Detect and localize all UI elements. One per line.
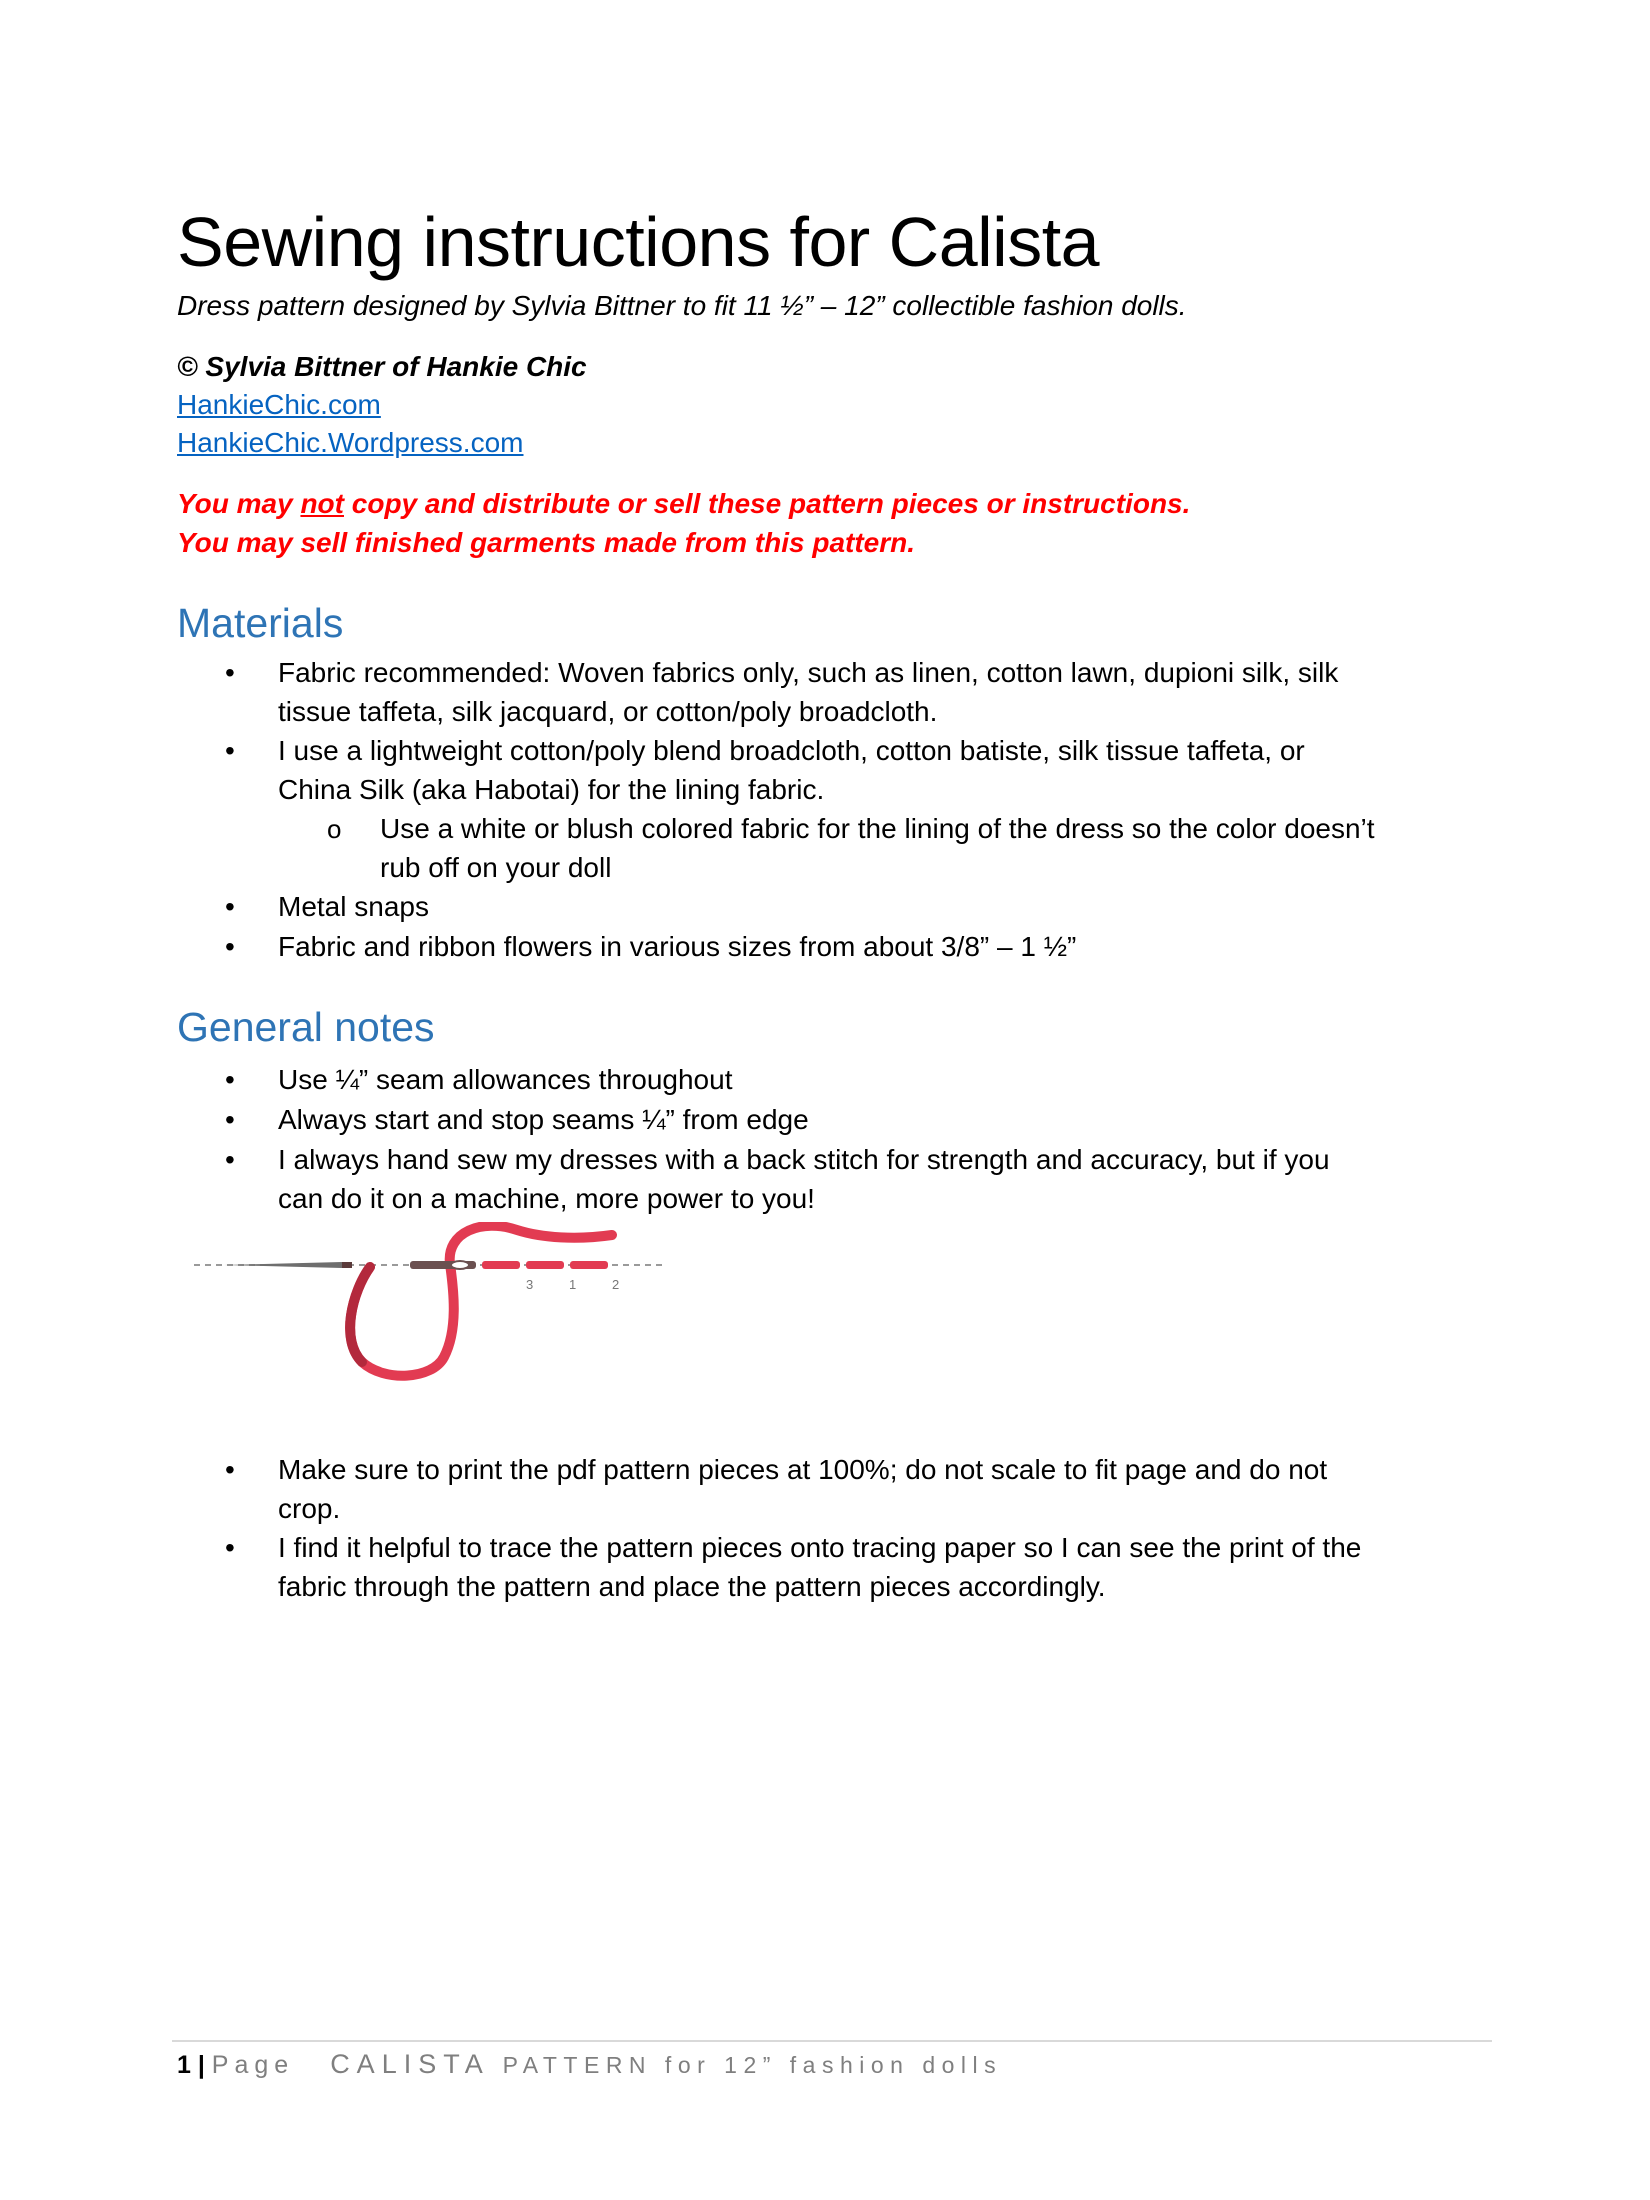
item-line: I find it helpful to trace the pattern pieces onto tracing paper so I can see the print of the xyxy=(278,1532,1362,1563)
notes-item-tracing-paper xyxy=(278,1529,1498,1606)
notes-item-start-stop: Always start and stop seams ¼” from edge xyxy=(278,1104,809,1135)
link-hankiechic[interactable]: HankieChic.com xyxy=(177,389,381,420)
stitch-2 xyxy=(570,1261,608,1269)
bullet-icon: • xyxy=(225,1532,235,1563)
item-line: Use a white or blush colored fabric for the lining of the dress so the color doesn’t xyxy=(380,813,1375,844)
warning-post: copy and distribute or sell these pattern pieces or instructions. xyxy=(343,488,1191,519)
item-line: I use a lightweight cotton/poly blend broadcloth, cotton batiste, silk tissue taffeta, or xyxy=(278,735,1305,766)
page-word: Page xyxy=(211,2051,295,2079)
item-line: Fabric recommended: Woven fabrics only, such as linen, cotton lawn, dupioni silk, silk xyxy=(278,657,1339,688)
copyright-line: © Sylvia Bittner of Hankie Chic xyxy=(177,351,587,382)
item-line: can do it on a machine, more power to you! xyxy=(278,1182,815,1214)
bullet-icon: • xyxy=(225,1104,235,1135)
footer-divider xyxy=(172,2040,1492,2042)
item-line: China Silk (aka Habotai) for the lining fabric. xyxy=(278,773,825,805)
stitch-1 xyxy=(526,1261,564,1269)
stitch-label-3: 3 xyxy=(526,1277,534,1292)
footer-separator: | xyxy=(190,2051,212,2079)
thread-loop xyxy=(350,1226,612,1376)
item-line: Make sure to print the pdf pattern pieces at 100%; do not scale to fit page and do not xyxy=(278,1454,1328,1485)
warning-emphasis: not xyxy=(300,488,344,519)
warning-pre: You may xyxy=(177,488,301,519)
item-line: I always hand sew my dresses with a back stitch for strength and accuracy, but if you xyxy=(278,1144,1330,1175)
footer-pattern-desc: PATTERN for 12” fashion dolls xyxy=(489,2052,1003,2078)
sub-bullet-icon: o xyxy=(327,814,342,844)
needle-eye xyxy=(451,1261,469,1269)
notes-item-print-scale xyxy=(278,1451,1498,1528)
materials-item-lining xyxy=(278,732,1498,809)
item-line: tissue taffeta, silk jacquard, or cotton/poly broadcloth. xyxy=(278,695,938,727)
warning-line-1 xyxy=(177,487,1190,521)
warning-line-2: You may sell finished garments made from this pattern. xyxy=(177,527,916,558)
stitch-3 xyxy=(482,1261,520,1269)
bullet-icon: • xyxy=(225,891,235,922)
bullet-icon: • xyxy=(225,1064,235,1095)
subtitle: Dress pattern designed by Sylvia Bittner to fit 11 ½” – 12” collectible fashion dolls. xyxy=(177,290,1187,321)
materials-heading: Materials xyxy=(177,600,344,646)
bullet-icon: • xyxy=(225,657,235,688)
notes-item-hand-sew xyxy=(278,1141,1498,1218)
bullet-icon: • xyxy=(225,1454,235,1485)
stitch-label-1: 1 xyxy=(569,1277,577,1292)
materials-subitem-lining-color xyxy=(380,810,1498,887)
bullet-icon: • xyxy=(225,735,235,766)
notes-item-seam-allowance: Use ¼” seam allowances throughout xyxy=(278,1064,733,1095)
needle-tip xyxy=(224,1262,346,1268)
stitch-label-2: 2 xyxy=(612,1277,620,1292)
item-line: fabric through the pattern and place the pattern pieces accordingly. xyxy=(278,1570,1106,1602)
page-footer xyxy=(177,2048,1002,2081)
materials-item-fabric xyxy=(278,654,1498,731)
link-hankiechic-wordpress[interactable]: HankieChic.Wordpress.com xyxy=(177,427,524,458)
materials-item-snaps: Metal snaps xyxy=(278,891,429,922)
item-line: rub off on your doll xyxy=(380,851,612,883)
bullet-icon: • xyxy=(225,931,235,962)
page-title: Sewing instructions for Calista xyxy=(177,203,1100,281)
back-stitch-illustration xyxy=(192,1222,670,1392)
needle-shaft xyxy=(342,1262,352,1268)
page-number: 1 xyxy=(177,2051,191,2079)
footer-pattern-name: CALISTA xyxy=(330,2049,490,2079)
thread-shadow xyxy=(350,1267,370,1362)
general-notes-heading: General notes xyxy=(177,1004,435,1050)
materials-item-flowers: Fabric and ribbon flowers in various sizes from about 3/8” – 1 ½” xyxy=(278,931,1077,962)
item-line: crop. xyxy=(278,1492,341,1524)
bullet-icon: • xyxy=(225,1144,235,1175)
